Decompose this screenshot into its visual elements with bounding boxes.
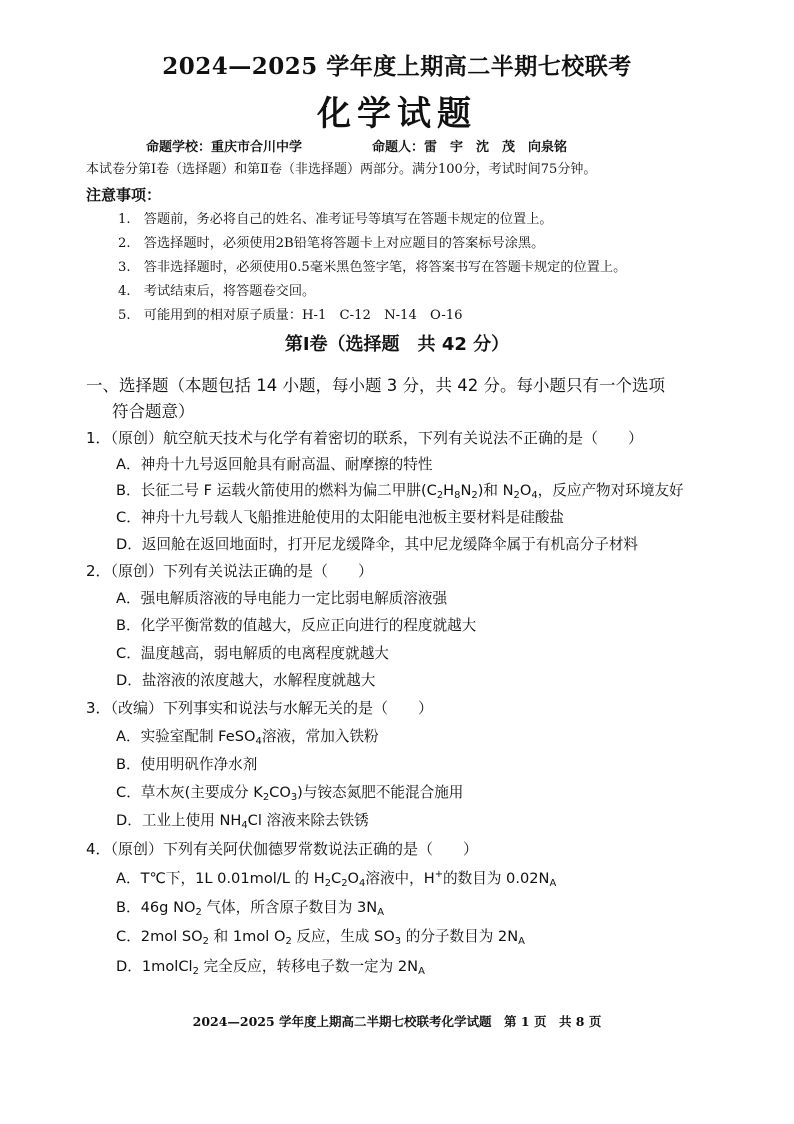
question-3-stem: 3．（改编）下列事实和说法与水解无关的是（ ）	[86, 699, 434, 717]
notice-heading: 注意事项：	[86, 186, 162, 204]
page-footer: 2024—2025 学年度上期高二半期七校联考化学试题 第 1 页 共 8 页	[192, 1014, 602, 1029]
question-3-option-d: D．工业上使用 $NH_4Cl$ 溶液来除去铁锈	[116, 812, 369, 831]
question-4-stem: 4．（原创）下列有关阿伏伽德罗常数说法正确的是（ ）	[86, 840, 479, 858]
notice-item: 3. 答非选择题时，必须使用0.5毫米黑色签字笔，将答案书写在答题卡规定的位置上。	[118, 260, 627, 275]
notice-item: 4. 考试结束后，将答题卷交回。	[118, 284, 316, 299]
question-3-option-c: C．草木灰(主要成分 $K_2CO_3$)与铵态氮肥不能混合施用	[116, 784, 464, 803]
question-3-option-a: A．实验室配制 FeSO$_4$溶液，常加入铁粉	[116, 728, 379, 747]
question-1-option-d: D．返回舱在返回地面时，打开尼龙缓降伞，其中尼龙缓降伞属于有机高分子材料	[116, 536, 639, 553]
question-2-stem: 2．（原创）下列有关说法正确的是（ ）	[86, 562, 374, 580]
question-4-option-b: B．46g $NO_2$ 气体，所含原子数目为 $3N_A$	[116, 899, 384, 918]
question-2-option-d: D．盐溶液的浓度越大，水解程度就越大	[116, 672, 376, 689]
author-info	[146, 136, 567, 155]
question-1-option-a: A．神舟十九号返回舱具有耐高温、耐摩擦的特性	[116, 456, 433, 473]
section-title: 第Ⅰ卷（选择题 共 42 分）	[284, 334, 510, 355]
question-2-option-a: A．强电解质溶液的导电能力一定比弱电解质溶液强	[116, 590, 448, 607]
question-2-option-c: C．温度越高，弱电解质的电离程度就越大	[116, 645, 389, 662]
author-label: 命题人：雷 宇 沈 茂 向泉铭	[372, 140, 568, 155]
exam-intro: 本试卷分第Ⅰ卷（选择题）和第Ⅱ卷（非选择题）两部分。满分100分，考试时间75分钟。	[86, 162, 597, 177]
question-4-option-d: D．1molCl$_2$ 完全反应，转移电子数一定为 $2N_A$	[116, 958, 425, 977]
question-3-option-b: B．使用明矾作净水剂	[116, 756, 258, 773]
notice-item: 2. 答选择题时，必须使用2B铅笔将答题卡上对应题目的答案标号涂黑。	[118, 236, 545, 251]
exam-title: 2024—2025 学年度上期高二半期七校联考	[162, 53, 632, 80]
question-4-option-a: A．T℃下，1L 0.01mol/L 的 $H_2C_2O_4$溶液中，H+的数目为 $0.02N_A$	[116, 869, 557, 889]
question-1-option-b: B．长征二号 F 运载火箭使用的燃料为偏二甲肼$(C_2H_8N_2)$和 $N_2O_4$，反应产物对环境友好	[116, 482, 684, 501]
notice-item: 5. 可能用到的相对原子质量：H-1 C-12 N-14 O-16	[118, 308, 463, 323]
question-2-option-b: B．化学平衡常数的值越大，反应正向进行的程度就越大	[116, 617, 477, 634]
school-label: 命题学校：重庆市合川中学	[146, 140, 303, 155]
part-instruction-cont: 符合题意）	[112, 402, 195, 421]
subject-title: 化学试题	[317, 94, 477, 134]
question-1-stem: 1．（原创）航空航天技术与化学有着密切的联系，下列有关说法不正确的是（ ）	[86, 429, 644, 447]
notice-item: 1. 答题前，务必将自己的姓名、准考证号等填写在答题卡规定的位置上。	[118, 212, 553, 227]
question-4-option-c: C．2mol $SO_2$ 和 1mol $O_2$ 反应，生成 $SO_3$ 的分子数目为 $2N_A$	[116, 928, 525, 947]
part-instruction: 一、选择题（本题包括 14 小题，每小题 3 分，共 42 分。每小题只有一个选项	[86, 376, 665, 395]
question-1-option-c: C．神舟十九号载人飞船推进舱使用的太阳能电池板主要材料是硅酸盐	[116, 509, 565, 526]
